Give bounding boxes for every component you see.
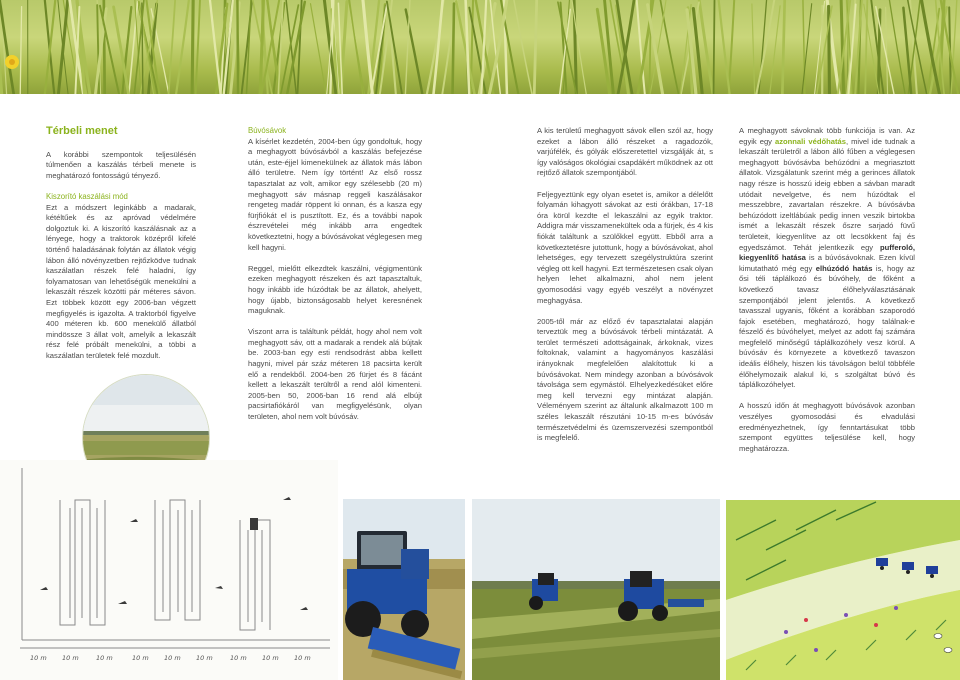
distance-label: 10 m (132, 654, 149, 662)
distance-label: 10 m (30, 654, 47, 662)
paragraph-2: A hosszú időn át meghagyott búvósávok azonban veszélyes gyomosodási és elvadulási eredményezhetnek, így fenntartásukat több szempont együttes teljesülése kell, hogy meghatározza. (739, 401, 915, 453)
column-terbeli-menet (46, 126, 196, 372)
paragraph-1: A kis területű meghagyott sávok ellen szól az, hogy ezeket a lábon álló részeket a ragadozók, varjúfélék, és gólyák előszeretettel vizsgálják át, s így valóságos ökológiai csapdákért működnek az ott rejtőző állatok szempontjából. (537, 126, 713, 178)
distance-label: 10 m (262, 654, 279, 662)
section-title: Térbeli menet (46, 125, 118, 137)
column-buvosavok (248, 126, 422, 433)
distance-label: 10 m (294, 654, 311, 662)
paragraph-1: A meghagyott sávoknak több funkciója is van. Az egyik egy azonnali védőhatás, mivel ide tudnak a lekaszált területről a lábon álló fűben a véglegesen meghagyott búvósávba behúzódni a megriasztott állatok. Vizsgálatunk szerint még a gerinces állatok nagy része is hosszú ideig ebben a sávban maradt utódait nevelgetve, és nem húzódtak el messzebbre, zavartalan részekre. A búvósávba behúzódott izeltlábúak pedig innen veszik birtokba ismét a lekaszált részek őszre sarjadó füvű területeit, kiegyenlítve az ott lecsökkent faj és egyedszámot. Tehát jelentkezik egy pufferoló, kiegyenlítő hatása is a búvósávoknak. Ezen kívül kimutatható még egy elhúzódó hatás is, hogy az ősi téli táplálkozó és búvóhely, de főként a következő tavasz élőhelyválasztásának szempontjából jelent jelentős. A következő tavasszal ugyanis, főként a korábban szaporodó fajok esetében, meghatározó, hogy találnak-e fészelő és búvóhelyet, melyet az adott faj számára megfelelő minőségű táplálkozóhely vesz körül. A búvósáv és környezete a következő tavaszon ideális élőhely, hiszen kis távolságon belül többféle élőhelymozaik alakul ki, s szolgáltat búvó és táplálkozóhelyet. (739, 126, 915, 390)
paragraph-3: 2005-től már az előző év tapasztalatai alapján terveztük meg a búvósávok térbeli mintázatát. A terület természeti adottságainak, árkoknak, vizes foltoknak, valamint a hagyományos kaszálási irányoknak megfelelően alakítottuk ki a búvósávokat. Nem mindegy azonban a búvósávok távolsága sem egymástól. Elhelyezkedésüket előre meg kell tervezni egy mintázat alapján. Véleményem szerint az általunk alkalmazott 100 m széles lekaszált részutáni 10-15 m-es búvósáv természetvédelmi és üzemszervezési szempontból is megfelelő. (537, 316, 713, 443)
distance-label: 10 m (230, 654, 247, 662)
distance-label: 10 m (196, 654, 213, 662)
body-paragraph: Ezt a módszert leginkább a madarak, kétéltűek és az apróvad védelmére dolgoztuk ki. A kiszorító kaszálásnak az a lényege, hogy a traktorok középről kifelé történő haladásának folytán az állatok végig lábon álló növényzetben rejtőzködve tudnak kaszálatlan részek felé haladni, így folyamatosan van lehetőségük menekülni a lekaszált részek közötti pár méteres sávon. Ezt többek között egy 2006-ban végzett megfigyelés is igazolta. A traktorból figyelve 400 méteren kb. 600 menekülő állatból mindössze 3 állat volt, amelyik a lekaszált rész felé próbált menekülni, a többi a kaszálatlan területek felé mozdult. (46, 202, 196, 360)
emphasis-azonnali: azonnali védőhatás (775, 136, 846, 146)
column-4 (739, 126, 915, 465)
habitat-painting (726, 500, 960, 680)
column-3 (537, 126, 713, 454)
distance-label: 10 m (62, 654, 79, 662)
distance-label: 10 m (96, 654, 113, 662)
paragraph-1: A kísérlet kezdetén, 2004-ben úgy gondoltuk, hogy a meghagyott búvósávból a kaszálás befejezése után, este-éjjel kimenekülnek az állatok más lábon álló területre. Nem így történt! Az első rossz tapasztalat az volt, amikor egy szélesebb (20 m) meghagyott sáv másnap reggeli kaszálásakor rengeteg madár röppent ki onnan, és a kasza egy fürjfiókát el is pusztított. Ez, és a további napok észrevételei még inkább arra engedtek következtetni, hogy a búvósávokat véglegesen meg kell hagyni. (248, 136, 422, 252)
tractors-field-photo (472, 499, 720, 680)
paragraph-2: Reggel, mielőtt elkezdtek kaszálni, végigmentünk ezeken meghagyott részeken és azt tapasztaltuk, hogy inkább ide húzódtak be az állatok, ahelyett, hogy újabb, biztonságosabb helyet keresnének maguknak. (248, 263, 422, 316)
emphasis-elhuzodo: elhúzódó hatás (815, 263, 873, 273)
subsection-title-buvosavok: Búvósávok (248, 126, 287, 135)
tractor-closeup-photo (343, 499, 465, 680)
emphasis-pufferolo: pufferoló, kiegyenlítő hatása (739, 242, 915, 263)
paragraph-2: Feljegyeztünk egy olyan esetet is, amikor a délelőtt folyamán kihagyott sávokat az esti órákban, 17-18 óra körül kezdte el lekaszálni az egyik traktor. Addigra már visszamenekültek oda a fürjek, és 4 kis fiókát találtunk a szülőkkel együtt. Ebből arra a következtetésre jutottunk, hogy a búvósávokat, ahol lehetséges, egy tervezett szegélystruktúra szerint végleg ott kell hagyni. Ezt természetesen csak olyan helyen lehet alkalmazni, ahol nem jelent gyomosodási vagy egyéb veszélyt a növényzet meghagyása. (537, 189, 714, 305)
grass-banner-photo (0, 0, 960, 94)
subsection-title: Kiszorító kaszálási mód (46, 191, 128, 201)
paragraph-3: Viszont arra is találtunk példát, hogy ahol nem volt meghagyott sáv, ott a madarak a rendek alá bújtak be. 2003-ban egy esti rendsodrást abba kellett hagyni, mivel pár száz méteren 18 pacsirta került elő a rendekből. 2004-ben 26 fürjet és 8 fácánt kellett a lekaszált terültről a rend alól kimenteni. 2005-ben 50, 2006-ban 16 rend alá elbújt pacsirtafiókáról van megfigyelésünk, olyan területen, ahol nem volt búvósáv. (248, 327, 422, 422)
distance-label: 10 m (164, 654, 181, 662)
intro-paragraph: A korábbi szempontok teljesülésén túlmenően a kaszálás térbeli menete is meghatározó fontosságú tényező. (46, 149, 196, 180)
mowing-pattern-sketch (0, 460, 338, 680)
